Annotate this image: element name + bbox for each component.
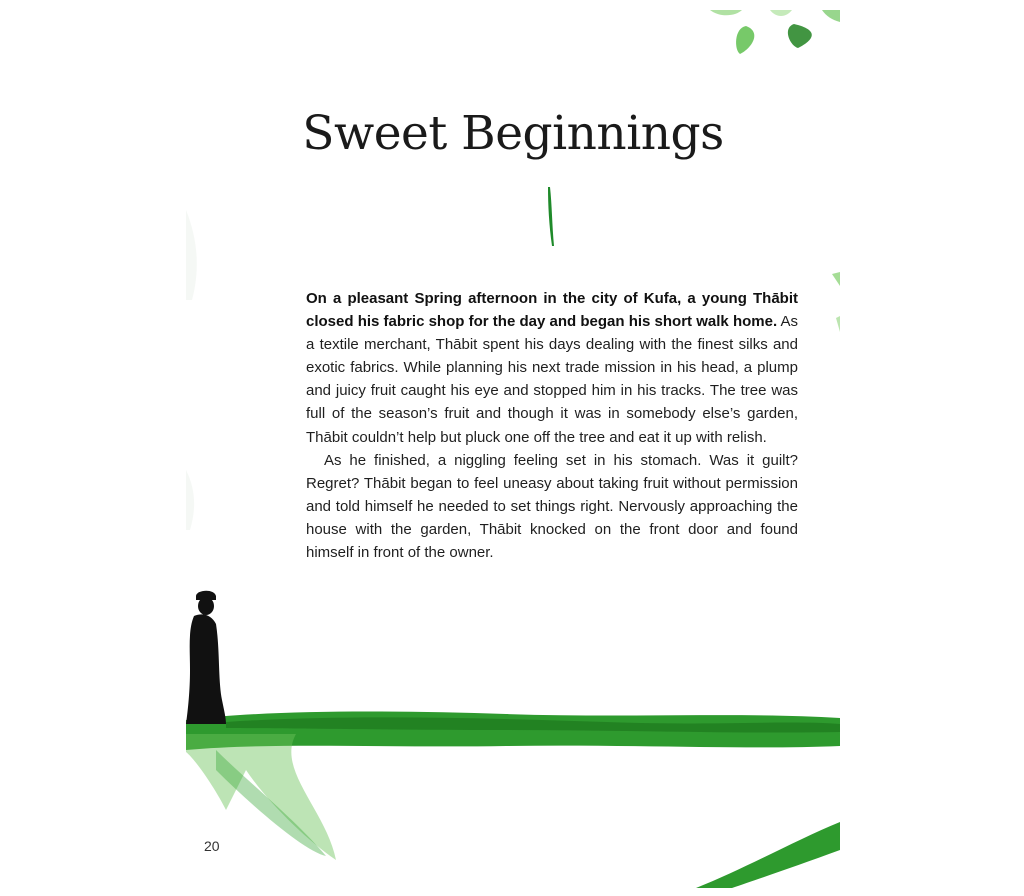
leaves-decoration [710, 10, 840, 332]
paragraph-1-text: As a textile merchant, Thābit spent his days dealing with the finest silks and exotic fabrics. While planning his next trade mission in his head, a plump and juicy fruit caught his eye and stopped him in his tracks. The tree was full of the season’s fruit and though it was in somebody else’s garden, Thābit couldn’t help but pluck one off the tree and eat it up with relish. [306, 313, 798, 446]
green-brushstroke-ground [186, 712, 840, 860]
paragraph-1 [306, 287, 798, 449]
book-page [186, 10, 840, 888]
green-brushstroke-corner [696, 822, 840, 888]
title-divider [548, 187, 554, 246]
lead-sentence: On a pleasant Spring afternoon in the city of Kufa, a young Thābit closed his fabric shop for the day and began his short walk home. [306, 290, 798, 331]
page-title: Sweet Beginnings [302, 106, 724, 161]
paragraph-2: As he finished, a niggling feeling set in his stomach. Was it guilt? Regret? Thābit began to feel uneasy about taking fruit without permission and told himself he needed to set things right. Nervously approaching the house with the garden, Thābit knocked on the front door and found himself in front of the owner. [306, 451, 798, 562]
story-text [306, 287, 798, 564]
man-silhouette [186, 591, 226, 724]
page-number: 20 [204, 838, 220, 854]
